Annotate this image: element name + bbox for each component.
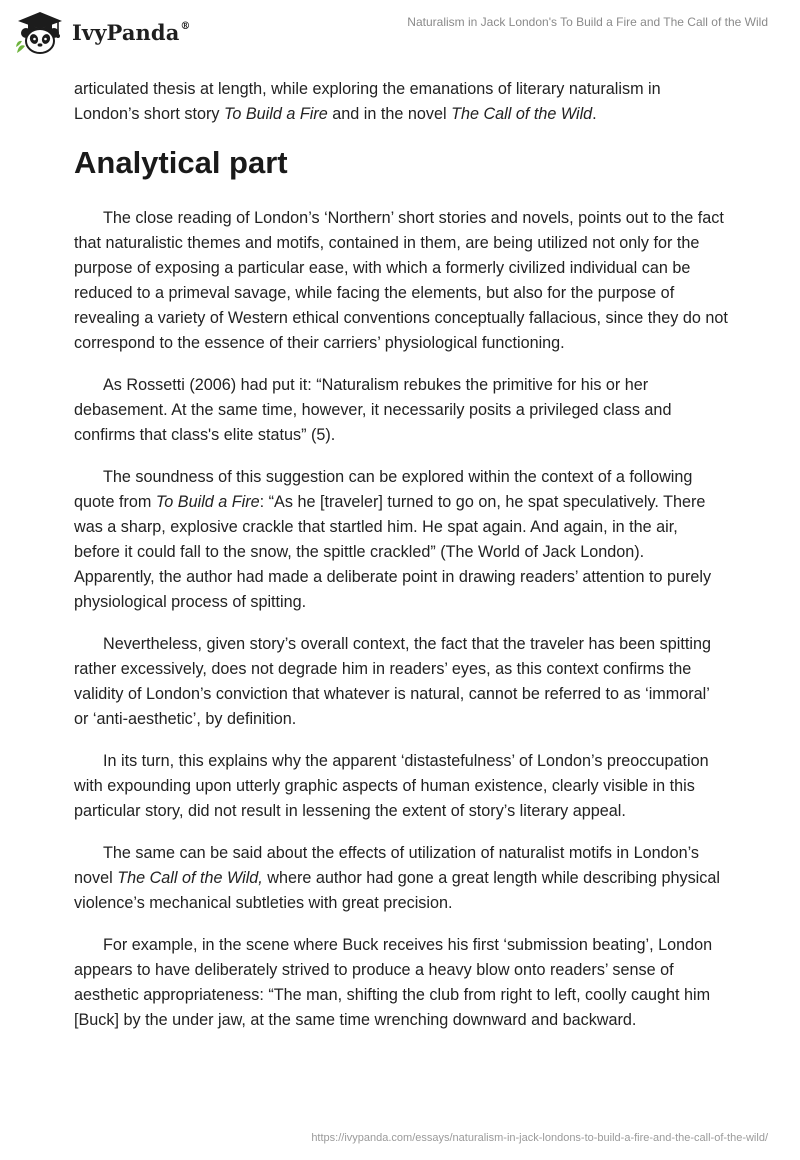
ivypanda-logo[interactable] — [14, 10, 191, 54]
intro-paragraph — [74, 77, 728, 127]
paragraph-6-text-1: The same can be said about the effects of utilization of naturalist motifs in London’s novel — [74, 844, 699, 887]
source-url[interactable]: https://ivypanda.com/essays/naturalism-in-jack-londons-to-build-a-fire-and-the-call-of-the-wild/ — [311, 1132, 768, 1144]
paragraph-1: The close reading of London’s ‘Northern’ short stories and novels, points out to the fact that naturalistic themes and motifs, contained in them, are being utilized not only for the purpose of exposing a particular ease, with which a formerly civilized individual can be reduced to a primeval savage, while facing the elements, but also for the purpose of revealing a variety of Western ethical conventions conceptually fallacious, since they do not correspond to the essence of their carriers’ physiological functioning. — [74, 209, 728, 352]
paragraph-3-text-2: : “As he [traveler] turned to go on, he spat speculatively. There was a sharp, explosive crackle that startled him. He spat again. And again, in the air, before it could fall to the snow, the spittle crackled” (The World of Jack London). Apparently, the author had made a deliberate point in drawing readers’ attention to purely physiological process of spitting. — [74, 493, 712, 611]
panda-graduate-icon — [14, 10, 66, 54]
intro-text-3: . — [592, 105, 597, 123]
paragraph-4: Nevertheless, given story’s overall context, the fact that the traveler has been spitting rather excessively, does not degrade him in readers’ eyes, as this context confirms the validity of London’s conviction that whatever is natural, cannot be referred to as ‘immoral’ or ‘anti-aesthetic’, by definition. — [74, 635, 711, 728]
paragraph-6-text-2: where author had gone a great length while describing physical violence’s mechanical subtleties with great precision. — [74, 869, 720, 912]
paragraph-6 — [74, 841, 728, 916]
registered-mark: ® — [180, 20, 191, 32]
document-title: Naturalism in Jack London's To Build a Fire and The Call of the Wild — [407, 15, 768, 29]
work-title: The Call of the Wild — [451, 105, 593, 123]
intro-text-1: articulated thesis at length, while exploring the emanations of literary naturalism in London’s short story — [74, 80, 661, 123]
paragraph-7: For example, in the scene where Buck receives his first ‘submission beating’, London appears to have deliberately strived to produce a heavy blow onto readers’ sense of aesthetic appropriateness: “The man, shifting the club from right to left, coolly caught him [Buck] by the under jaw, at the same time wrenching downward and backward. — [74, 936, 713, 1029]
intro-text-2: and in the novel — [327, 105, 452, 123]
page-header — [0, 0, 800, 70]
paragraph-2: As Rossetti (2006) had put it: “Naturalism rebukes the primitive for his or her debasement. At the same time, however, it necessarily posits a privileged class and confirms that class's elite status” (5). — [74, 376, 672, 444]
paragraph-5: In its turn, this explains why the apparent ‘distastefulness’ of London’s preoccupation with expounding upon utterly graphic aspects of human existence, clearly visible in this particular story, did not result in lessening the extent of story’s literary appeal. — [74, 752, 709, 820]
paragraph-3 — [74, 465, 728, 615]
work-title: To Build a Fire — [223, 105, 328, 123]
section-heading: Analytical part — [74, 145, 288, 180]
brand-name — [72, 20, 191, 45]
essay-content — [74, 77, 728, 1050]
paragraph-3-text-1: The soundness of this suggestion can be explored within the context of a following quote from — [74, 468, 693, 511]
brand-text: IvyPanda — [72, 19, 180, 45]
work-title: To Build a Fire — [155, 493, 260, 511]
work-title: The Call of the Wild, — [117, 869, 263, 887]
